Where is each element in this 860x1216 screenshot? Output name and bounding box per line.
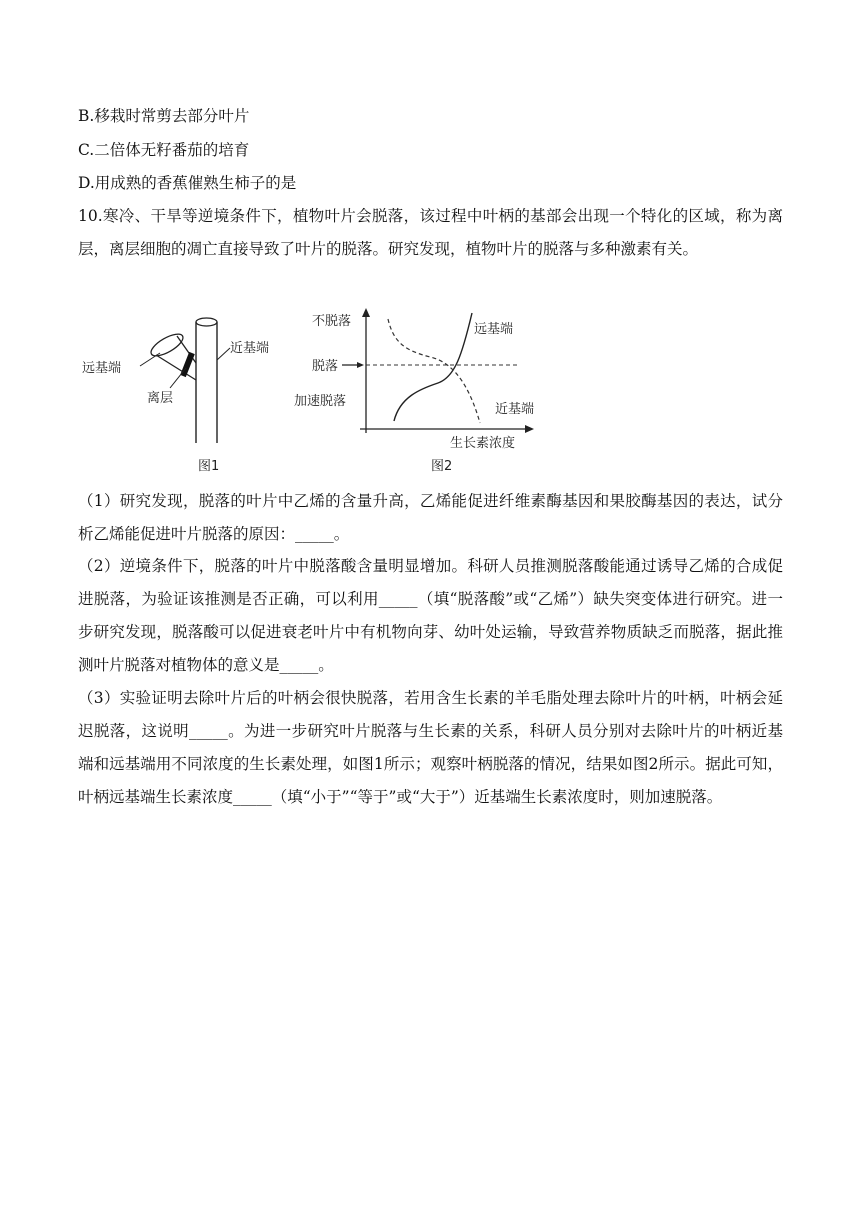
petiole-cut-end: [148, 330, 186, 360]
question-10-stem: 10.寒冷、干旱等逆境条件下，植物叶片会脱落，该过程中叶柄的基部会出现一个特化的区域，称为离层，离层细胞的凋亡直接导致了叶片的脱落。研究发现，植物叶片的脱落与多种激素有关。: [78, 207, 783, 258]
near-end-pointer: [217, 348, 230, 360]
question-10-part-3: （3）实验证明去除叶片后的叶柄会很快脱落，若用含生长素的羊毛脂处理去除叶片的叶柄，叶柄会延迟脱落，这说明_____。为进一步研究叶片脱落与生长素的关系，科研人员分别对去除叶片的叶柄近基端和远基端用不同浓度的生长素处理，如图1所示；观察叶柄脱落的情况，结果如图2所示。据此可知，叶柄远基端生长素浓度_____（填“小于”“等于”或“大于”）近基端生长素浓度时，则加速脱落。: [78, 689, 783, 806]
label-abscission-layer: 离层: [147, 391, 174, 406]
layer-pointer: [170, 368, 186, 388]
curve-label-near-end: 近基端: [495, 402, 535, 417]
curve-label-far-end: 远基端: [474, 322, 514, 337]
y-label-no-abscission: 不脱落: [312, 314, 352, 329]
y-label-abscission: 脱落: [312, 359, 339, 374]
x-axis-arrow: [525, 425, 534, 433]
label-far-end: 远基端: [82, 361, 122, 376]
figure-1: [80, 308, 290, 478]
question-10-part-2: （2）逆境条件下，脱落的叶片中脱落酸含量明显增加。科研人员推测脱落酸能通过诱导乙烯的合成促进脱落，为验证该推测是否正确，可以利用_____（填“脱落酸”或“乙烯”）缺失突变体进行研究。进一步研究发现，脱落酸可以促进衰老叶片中有机物向芽、幼叶处运输，导致营养物质缺乏而脱落，据此推测叶片脱落对植物体的意义是_____。: [78, 557, 783, 674]
option-c: C.二倍体无籽番茄的培育: [78, 141, 250, 159]
far-end-pointer: [140, 353, 160, 366]
figure-2: [290, 305, 540, 480]
option-d: D.用成熟的香蕉催熟生柿子的是: [78, 174, 297, 192]
option-b: B.移栽时常剪去部分叶片: [78, 107, 250, 125]
stem-top: [196, 318, 217, 326]
label-near-end: 近基端: [230, 341, 270, 356]
y-label-accelerated: 加速脱落: [294, 394, 347, 409]
figure-1-caption: 图1: [198, 459, 220, 474]
curve-far-end: [394, 313, 472, 421]
figure-2-caption: 图2: [431, 459, 453, 474]
abscission-layer: [183, 353, 192, 376]
x-axis-label: 生长素浓度: [450, 436, 516, 451]
question-10-part-1: （1）研究发现，脱落的叶片中乙烯的含量升高，乙烯能促进纤维素酶基因和果胶酶基因的表达，试分析乙烯能促进叶片脱落的原因：_____。: [78, 492, 783, 543]
y-axis-arrow: [362, 308, 370, 317]
y-mid-arrow-head: [357, 362, 364, 368]
